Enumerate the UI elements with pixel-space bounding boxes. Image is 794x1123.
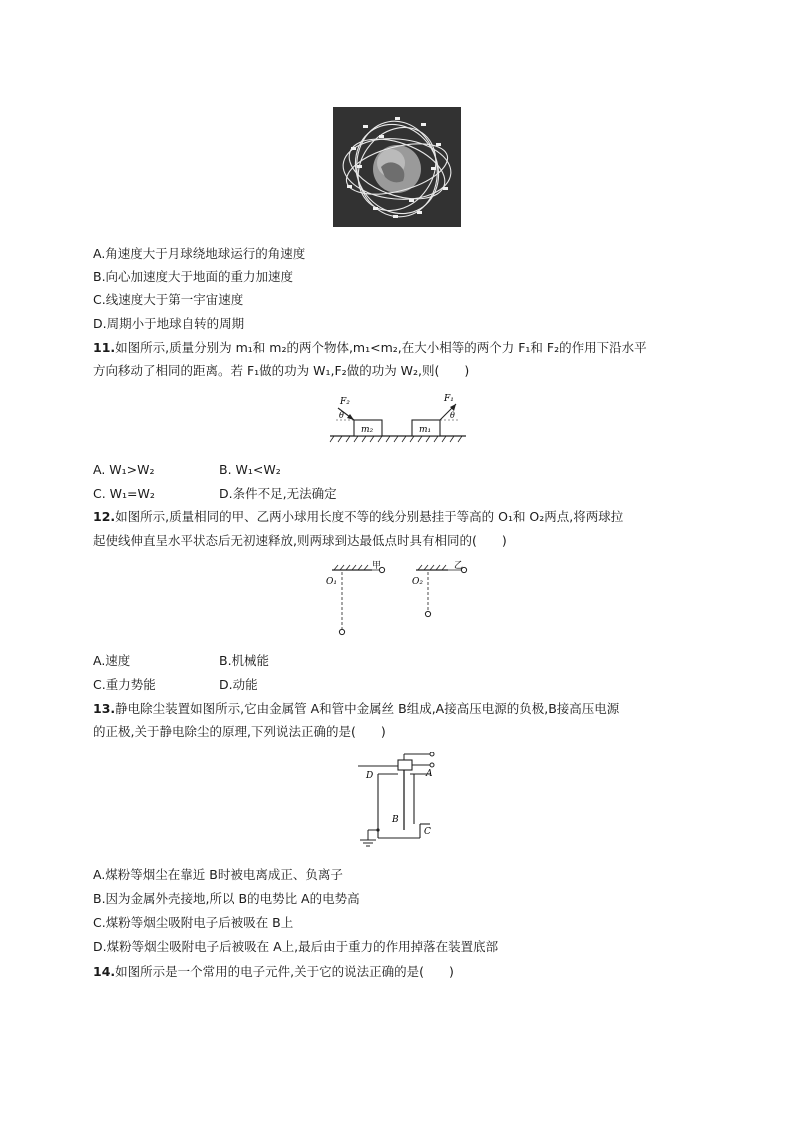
label-m2: m₂ [361, 425, 374, 435]
q13-option-b: B.因为金属外壳接地,所以 B的电势比 A的电势高 [93, 891, 360, 906]
satellite-orbit-photo [333, 107, 461, 227]
label-jia: 甲 [372, 561, 382, 571]
q12-stem-line2: 起使线伸直呈水平状态后无初速释放,则两球到达最低点时具有相同的( ) [93, 533, 507, 548]
q12-pendulum-diagram [322, 560, 482, 642]
label-yi: 乙 [454, 561, 464, 571]
terminal-top [430, 752, 434, 756]
terminal-a [430, 763, 434, 767]
q11-force-diagram [328, 390, 468, 446]
q14-stem: 14.如图所示是一个常用的电子元件,关于它的说法正确的是( ) [93, 964, 454, 979]
q12-option-c: C.重力势能 [93, 677, 156, 692]
q13-option-d: D.煤粉等烟尘吸附电子后被吸在 A上,最后由于重力的作用掉落在装置底部 [93, 939, 499, 954]
label-a: A [426, 769, 433, 779]
label-b: B [392, 815, 399, 825]
q12-option-a: A.速度 [93, 653, 131, 668]
label-o1: O₁ [326, 577, 337, 587]
question-number: 14. [93, 964, 116, 979]
q10-option-d: D.周期小于地球自转的周期 [93, 316, 245, 331]
q11-option-d: D.条件不足,无法确定 [219, 486, 337, 501]
q11-stem-line1: 11.如图所示,质量分别为 m₁和 m₂的两个物体,m₁<m₂,在大小相等的两个力 F₁和 F₂的作用下沿水平 [93, 340, 647, 355]
q10-option-a: A.角速度大于月球绕地球运行的角速度 [93, 246, 306, 261]
ball-jia-lowest [339, 629, 344, 634]
question-number: 13. [93, 701, 116, 716]
label-m1: m₁ [419, 425, 432, 435]
label-d: D [366, 771, 374, 781]
q12-option-b: B.机械能 [219, 653, 270, 668]
question-number: 11. [93, 340, 116, 355]
q13-stem-line2: 的正极,关于静电除尘的原理,下列说法正确的是( ) [93, 724, 386, 739]
q11-stem-line2: 方向移动了相同的距离。若 F₁做的功为 W₁,F₂做的功为 W₂,则( ) [93, 363, 470, 378]
label-theta-left: θ [339, 411, 344, 420]
label-f2: F₂ [340, 397, 350, 407]
q11-option-a: A. W₁>W₂ [93, 462, 155, 477]
question-number: 12. [93, 509, 116, 524]
q10-option-b: B.向心加速度大于地面的重力加速度 [93, 269, 294, 284]
insulator-cap [398, 760, 412, 770]
ball-yi-lowest [425, 611, 430, 616]
q11-option-b: B. W₁<W₂ [219, 462, 281, 477]
label-f1: F₁ [444, 394, 454, 404]
q10-option-c: C.线速度大于第一宇宙速度 [93, 292, 244, 307]
label-c: C [424, 827, 431, 837]
q13-electrostatic-precipitator-diagram [354, 752, 444, 852]
label-o2: O₂ [412, 577, 423, 587]
q13-option-c: C.煤粉等烟尘吸附电子后被吸在 B上 [93, 915, 294, 930]
q12-option-d: D.动能 [219, 677, 258, 692]
q13-option-a: A.煤粉等烟尘在靠近 B时被电离成正、负离子 [93, 867, 343, 882]
label-theta-right: θ [450, 411, 455, 420]
q11-option-c: C. W₁=W₂ [93, 486, 155, 501]
q13-stem-line1: 13.静电除尘装置如图所示,它由金属管 A和管中金属丝 B组成,A接高压电源的负极,B接高压电源 [93, 701, 620, 716]
q12-stem-line1: 12.如图所示,质量相同的甲、乙两小球用长度不等的线分别悬挂于等高的 O₁和 O₂两点,将两球拉 [93, 509, 624, 524]
